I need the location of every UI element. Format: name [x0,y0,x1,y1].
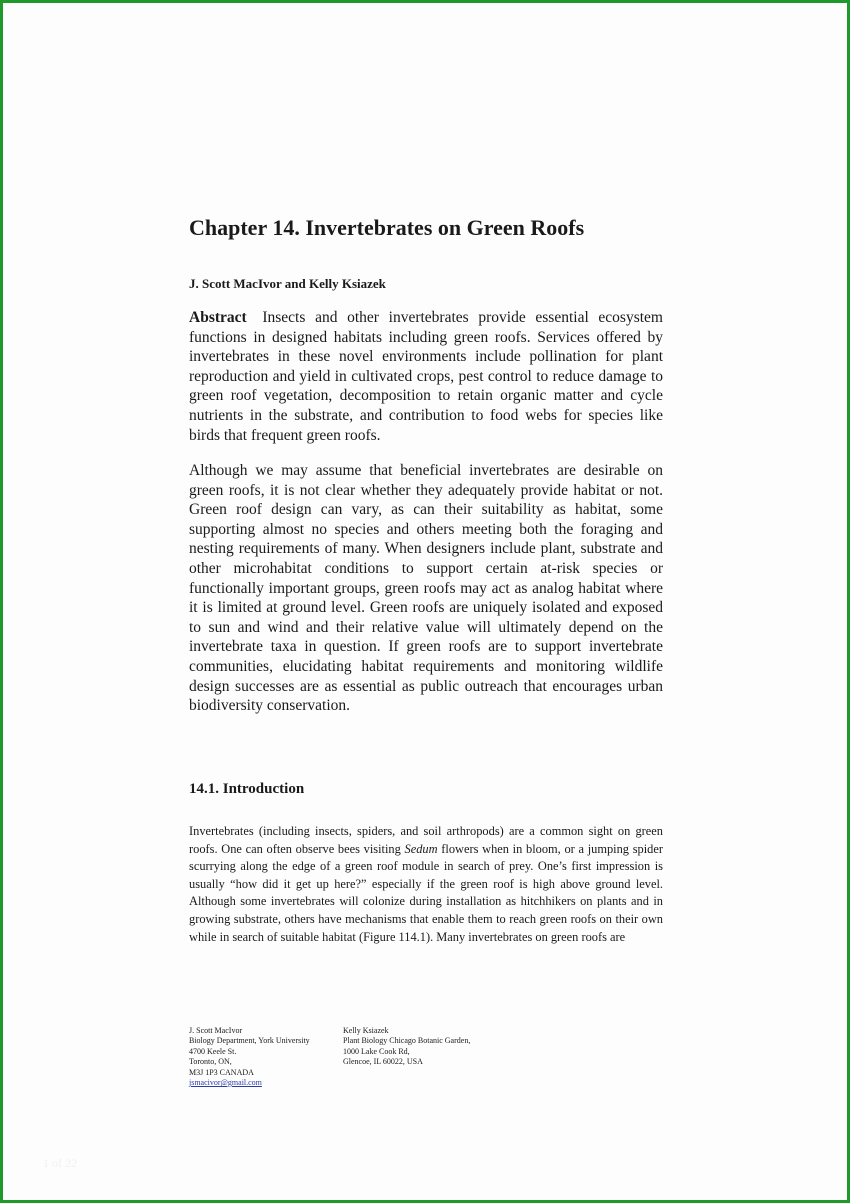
introduction-paragraph [189,823,663,946]
abstract-label: Abstract [189,309,247,326]
footnote-department: Biology Department, York University [189,1036,310,1046]
page-number: 1 of 22 [43,1156,77,1170]
footnote-city: Toronto, ON, [189,1057,232,1067]
chapter-authors: J. Scott MacIvor and Kelly Ksiazek [189,276,386,291]
introduction-section [189,823,663,946]
footnote-postal: M3J 1P3 CANADA [189,1067,254,1077]
intro-italic-term: Sedum [404,841,438,856]
footnote-email-link[interactable]: jsmacivor@gmail.com [189,1078,262,1088]
abstract-paragraph-2: Although we may assume that beneficial invertebrates are desirable on green roofs, it is not clear whether they adequately provide habitat or not. Green roof design can vary, as can their suitability as habitat, some supporting almost no species and others meeting both the foraging and nesting requirements of many. When designers include plant, substrate and other microhabitat conditions to support certain at-risk species or functionally important groups, green roofs may act as analog habitat where it is limited at ground level. Green roofs are uniquely isolated and exposed to sun and wind and their relative value will ultimately depend on the invertebrate taxa in question. If green roofs are to support invertebrate communities, elucidating habitat requirements and monitoring wildlife design successes are as essential as public outreach that encourages urban biodiversity conservation. [189,462,663,715]
section-heading: 14.1. Introduction [189,781,305,797]
abstract-text: Insects and other invertebrates provide essential ecosystem functions in designed habitats including green roofs. Services offered by invertebrates in these novel environments include pollination for plant reproduction and yield in cultivated crops, pest control to reduce damage to green roof vegetation, decomposition to retain organic matter and cycle nutrients in the substrate, and contribution to food webs for species like birds that frequent green roofs. [189,309,663,444]
footnote-department: Plant Biology Chicago Botanic Garden, [343,1036,471,1046]
footnote-city: Glencoe, IL 60022, USA [343,1057,423,1067]
intro-text-end: flowers when in bloom, or a jumping spider scurrying along the edge of a green roof module in search of prey. One’s first impression is usually “how did it get up here?” especially if the green roof is high above ground level. Although some invertebrates will colonize during installation as hitchhikers on plants and in growing substrate, others have mechanisms that enable them to reach green roofs on their own while in search of suitable habitat (Figure 114.1). Many invertebrates on green roofs are [189,841,663,944]
abstract-paragraph [189,308,663,445]
footnote-street: 4700 Keele St. [189,1046,237,1056]
footnote-street: 1000 Lake Cook Rd, [343,1046,410,1056]
chapter-title: Chapter 14. Invertebrates on Green Roofs [189,215,585,240]
footnote-author-2 [343,1026,470,1068]
intro-text-start: Invertebrates (including insects, spiders, and soil arthropods) are a common sight on green roofs. One can often observe bees visiting [189,824,663,856]
footnote-author-1 [189,1026,310,1088]
footnote-name: Kelly Ksiazek [343,1026,389,1035]
footnote-name: J. Scott MacIvor [189,1026,243,1035]
